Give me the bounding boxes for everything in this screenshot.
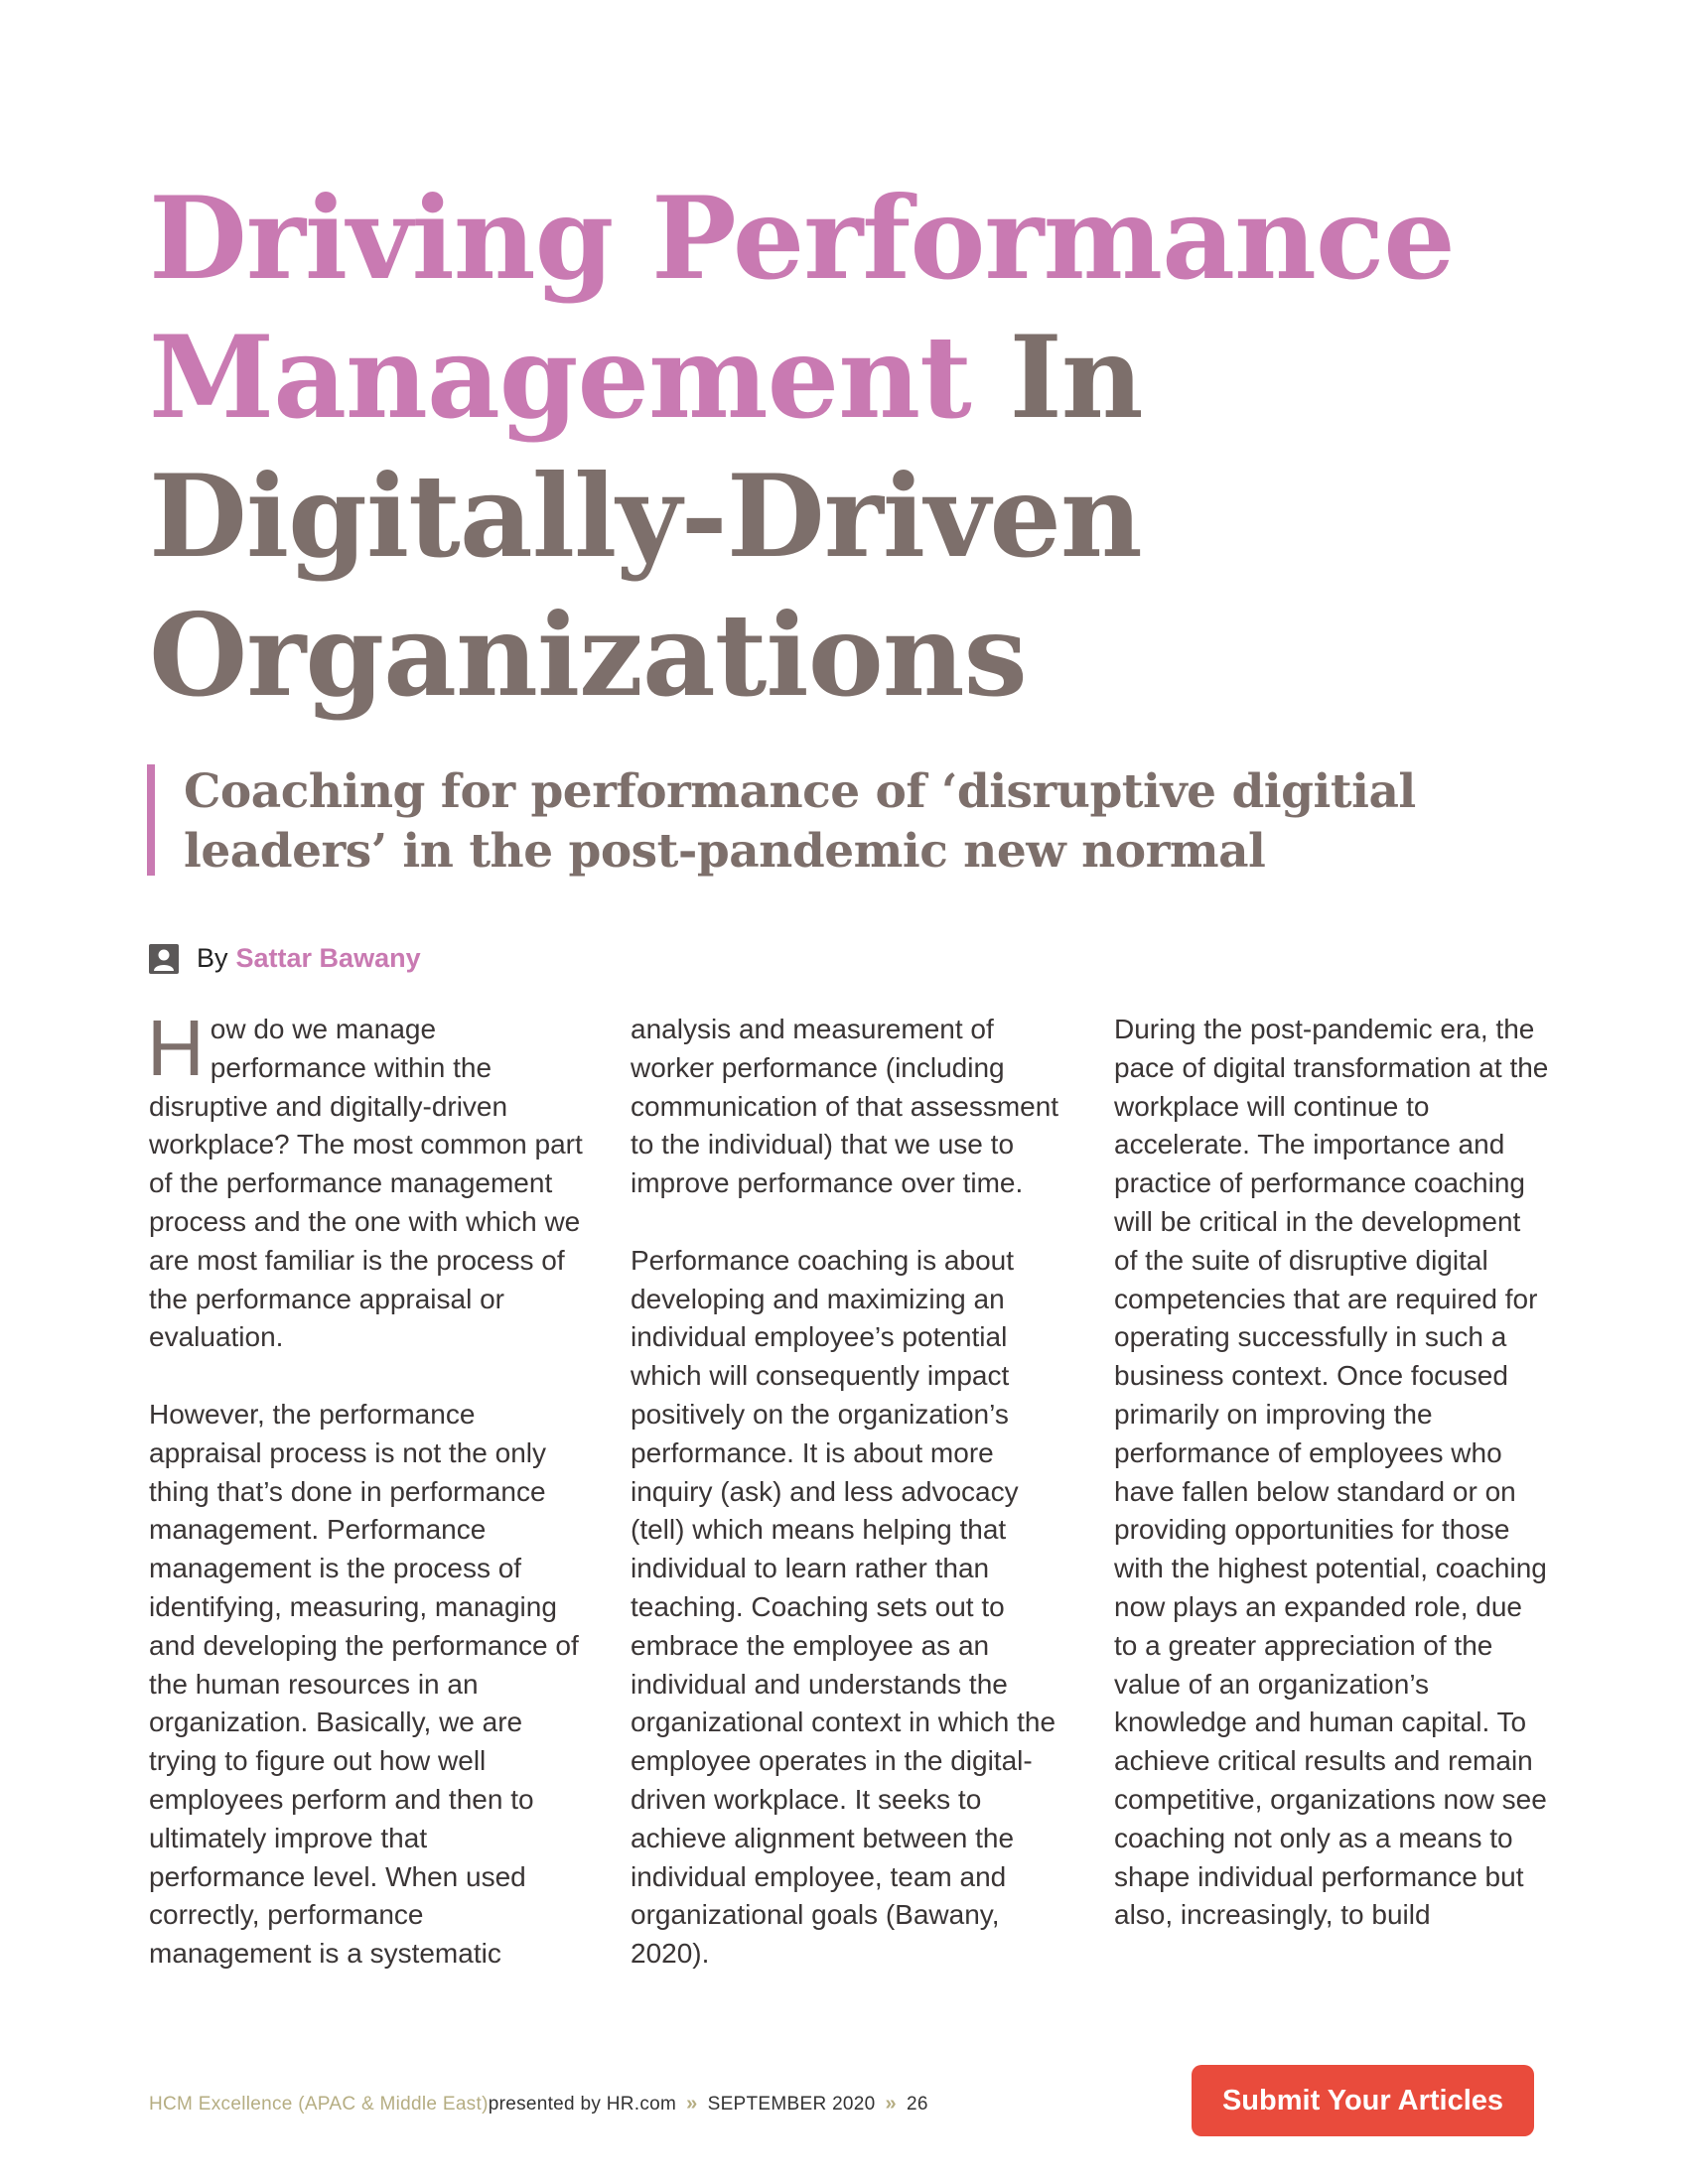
page-number: 26 xyxy=(906,2093,928,2115)
footer-issue: SEPTEMBER 2020 xyxy=(707,2093,876,2115)
footer-publication: HCM Excellence (APAC & Middle East) xyxy=(149,2093,489,2115)
page-footer xyxy=(149,2093,928,2116)
article-subtitle: Coaching for performance of ‘disruptive digitial leaders’ in the post-pandemic new normal xyxy=(184,764,1416,879)
chevron-right-icon: » xyxy=(885,2093,897,2115)
byline-prefix: By xyxy=(197,943,228,973)
paragraph xyxy=(147,1004,586,1357)
subtitle-accent-bar xyxy=(147,764,155,876)
text-column-1 xyxy=(147,1004,586,2012)
footer-presented: presented by HR.com xyxy=(488,2093,677,2115)
paragraph: Performance coaching is about developing and maximizing an individual employee’s potential which will consequently impact positively on the organization’s performance. It is about more inquiry (ask) and less advocacy (tell) which means helping that individual to learn rather than teaching. Coaching sets out to embrace the employee as an individual and understands the organizational context in which the employee operates in the digital-driven workplace. It seeks to achieve alignment between the individual employee, team and organizational goals (Bawany, 2020). xyxy=(631,1244,1056,1970)
paragraph: However, the performance appraisal process is not the only thing that’s done in performance management. Performance management is the process of identifying, measuring, managing and developing the performance of the human resources in an organization. Basically, we are trying to figure out how well employees perform and then to ultimately improve that performance level. When used correctly, performance management is a systematic xyxy=(149,1398,579,1970)
title-accent: Driving Performance Management xyxy=(149,172,1455,444)
title-rest: In Digitally-Driven Organizations xyxy=(149,311,1143,722)
author-name[interactable]: Sattar Bawany xyxy=(235,943,421,973)
drop-cap: H xyxy=(147,1004,205,1092)
text-column-2 xyxy=(631,1011,1067,2012)
text-column-3 xyxy=(1114,1011,1551,1974)
paragraph: analysis and measurement of worker performance (including communication of that assessment to the individual) that we use to improve performance over time. xyxy=(631,1014,1059,1199)
chevron-right-icon: » xyxy=(686,2093,698,2115)
paragraph: During the post-pandemic era, the pace of digital transformation at the workplace will continue to accelerate. The importance and practice of performance coaching will be critical in the development of the suite of disruptive digital competencies that are required for operating successfully in such a business context. Once focused primarily on improving the performance of employees who have fallen below standard or on providing opportunities for those with the highest potential, coaching now plays an expanded role, due to a greater appreciation of the value of an organization’s knowledge and human capital. To achieve critical results and remain competitive, organizations now see coaching not only as a means to shape individual performance but also, increasingly, to build xyxy=(1114,1014,1549,1931)
person-icon xyxy=(149,944,179,974)
byline xyxy=(149,943,421,974)
submit-articles-button[interactable]: Submit Your Articles xyxy=(1192,2065,1534,2136)
article-title xyxy=(149,169,1559,725)
paragraph-text: ow do we manage performance within the disruptive and digitally-driven workplace? The most common part of the performance management process and the one with which we are most familiar is the process of the performance appraisal or evaluation. xyxy=(149,1014,583,1353)
